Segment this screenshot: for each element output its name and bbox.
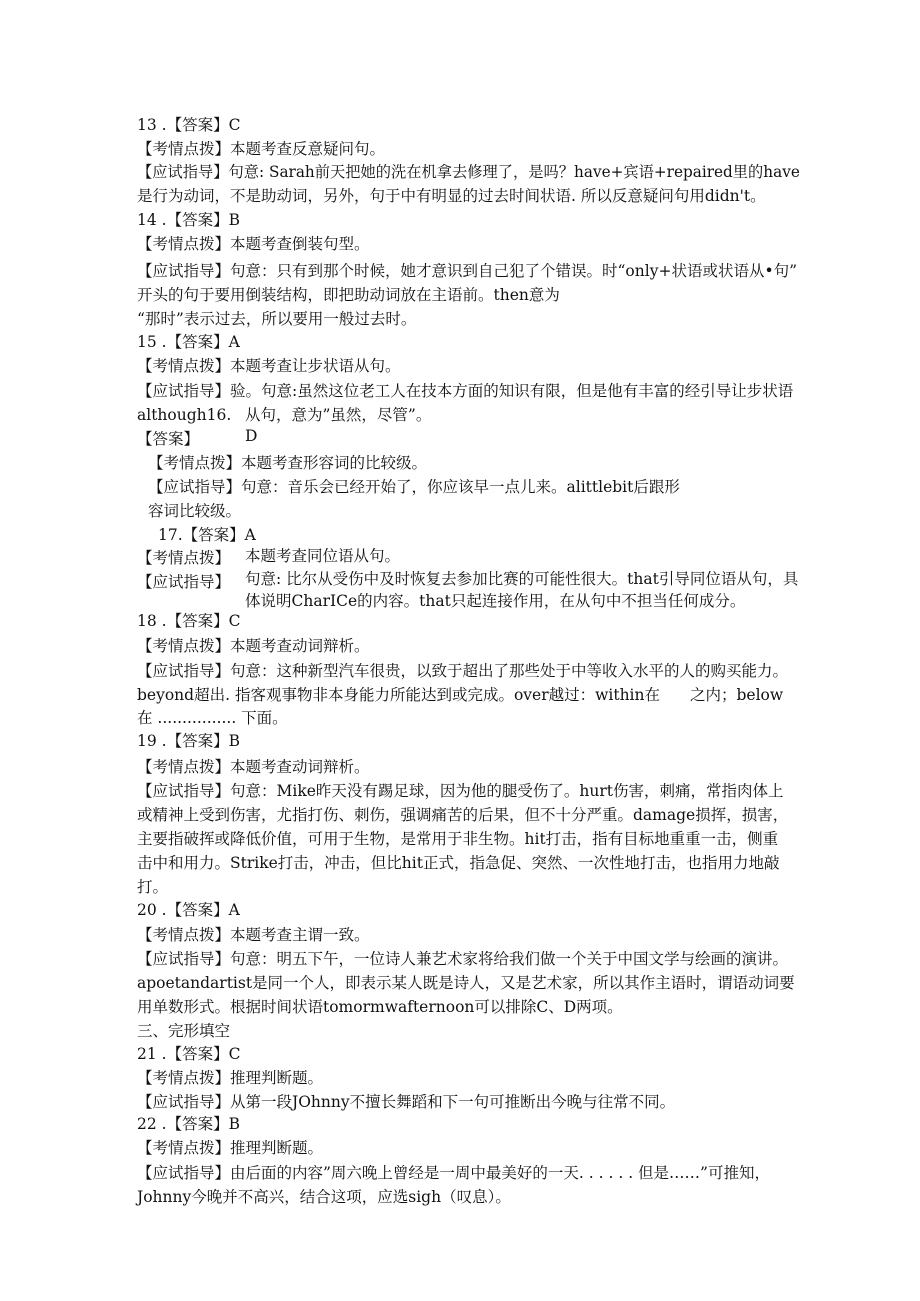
- q16-exam-point: 【考情点拨】本题考查形容词的比较级。: [148, 454, 428, 472]
- q14-answer: 14 .【答案】B: [137, 211, 240, 229]
- q20-guide-line-3: 用单数形式。根据时间状语tomormwafternoon可以排除C、D两项。: [137, 998, 623, 1016]
- q13-guide-line-1: 【应试指导】句意: Sarah前天把她的洗在机拿去修理了，是吗？have+宾语+repaired里的have: [137, 163, 800, 181]
- q18-guide-line-3: 在 ................ 下面。: [137, 709, 288, 727]
- section-heading: 三、完形填空: [137, 1022, 231, 1040]
- q19-guide-line-4: 击中和用力。Strike打击，冲击，但比hit正式，指急促、突然、一次性地打击，也指用力地敲: [137, 854, 780, 872]
- q20-answer: 20 .【答案】A: [137, 901, 240, 919]
- q17-guide-line-2: 体说明CharICe的内容。that只起连接作用，在从句中不担当任何成分。: [245, 592, 746, 610]
- q21-exam-point: 【考情点拨】推理判断题。: [137, 1069, 324, 1087]
- q18-guide-line-2b: 之内；below: [690, 686, 784, 704]
- q15-guide-line-1: 【应试指导】验。句意:虽然这位老工人在技本方面的知识有限，但是他有丰富的经引导让步状语: [137, 382, 794, 400]
- q19-exam-point: 【考情点拨】本题考查动词辩析。: [137, 758, 370, 776]
- q19-guide-line-2: 或精神上受到伤害，尤指打伤、刺伤，强调痛苦的后果，但不十分严重。damage损挥，损害，: [137, 806, 789, 824]
- q21-answer: 21 .【答案】C: [137, 1045, 241, 1063]
- q13-exam-point: 【考情点拨】本题考查反意疑问句。: [137, 140, 386, 158]
- q20-guide-line-2: apoetandartist是同一个人，即表示某人既是诗人，又是艺术家，所以其作主语时，谓语动词要: [137, 974, 795, 992]
- q13-answer: 13 .【答案】C: [137, 116, 241, 134]
- q19-guide-line-3: 主要指破挥或降低价值，可用于生物，是常用于非生物。hit打击，指有目标地重重一击，侧重: [137, 830, 779, 848]
- q18-exam-point: 【考情点拨】本题考查动词辩析。: [137, 637, 370, 655]
- q14-exam-point: 【考情点拨】本题考查倒装句型。: [137, 235, 370, 253]
- q22-answer: 22 .【答案】B: [137, 1115, 240, 1133]
- q17-guide-line-1: 句意: 比尔从受伤中及时恢复去参加比赛的可能性很大。that引导同位语从句，具: [245, 570, 799, 588]
- q17-exam-point-label: 【考情点拨】: [137, 549, 231, 567]
- q16-answer-value: D: [245, 427, 258, 445]
- q14-guide-line-2: 开头的句于要用倒装结构，即把助动词放在主语前。then意为: [137, 286, 560, 304]
- q15-guide-line-2a: although16.: [137, 406, 232, 424]
- q20-guide-line-1: 【应试指导】句意：明五下午，一位诗人兼艺术家将给我们做一个关于中国文学与绘画的演讲。: [137, 950, 789, 968]
- q22-guide-line-2: Johnny今晚并不高兴，结合这项，应选sigh（叹息）。: [137, 1188, 511, 1206]
- q15-answer: 15 .【答案】A: [137, 333, 240, 351]
- q17-exam-point-text: 本题考查同位语从句。: [245, 547, 401, 565]
- q13-guide-line-2: 是行为动词，不是助动词，另外，句于中有明显的过去时间状语. 所以反意疑问句用didn't。: [137, 187, 766, 205]
- q19-answer: 19 .【答案】B: [137, 732, 240, 750]
- q18-guide-line-1: 【应试指导】句意：这种新型汽车很贵，以致于超出了那些处于中等收入水平的人的购买能力。: [137, 662, 789, 680]
- q14-guide-line-3: “那时”表示过去，所以要用一般过去时。: [137, 310, 417, 328]
- q22-exam-point: 【考情点拨】推理判断题。: [137, 1139, 324, 1157]
- q16-guide-line-2: 容词比较级。: [148, 502, 242, 520]
- q15-guide-line-2b: 从句，意为”虽然，尽管”。: [245, 406, 432, 424]
- q16-guide-line-1: 【应试指导】句意：音乐会已经开始了，你应该早一点儿来。alittlebit后跟形: [148, 478, 680, 496]
- q16-answer-label: 【答案】: [137, 430, 200, 448]
- q19-guide-line-5: 打。: [137, 878, 169, 896]
- q22-guide-line-1: 【应试指导】由后面的内容”周六晚上曾经是一周中最美好的一天. . . . . . 但是……”可推知，: [137, 1164, 770, 1182]
- q14-guide-line-1: 【应试指导】句意：只有到那个时候，她才意识到自己犯了个错误。时“only+状语或状语从•句”: [137, 262, 798, 280]
- q17-answer: 17.【答案】A: [158, 526, 256, 544]
- q21-guide-line-1: 【应试指导】从第一段JOhnny不擅长舞蹈和下一句可推断出今晚与往常不同。: [137, 1093, 676, 1111]
- q19-guide-line-1: 【应试指导】句意：Mike昨天没有踢足球，因为他的腿受伤了。hurt伤害，刺痛，常指肉体上: [137, 782, 784, 800]
- q18-guide-line-2a: beyond超出. 指客观事物非本身能力所能达到或完成。over越过：within在: [137, 686, 660, 704]
- q18-answer: 18 .【答案】C: [137, 612, 241, 630]
- q20-exam-point: 【考情点拨】本题考查主谓一致。: [137, 926, 370, 944]
- q17-guide-label: 【应试指导】: [137, 573, 231, 591]
- q15-exam-point: 【考情点拨】本题考查让步状语从句。: [137, 357, 401, 375]
